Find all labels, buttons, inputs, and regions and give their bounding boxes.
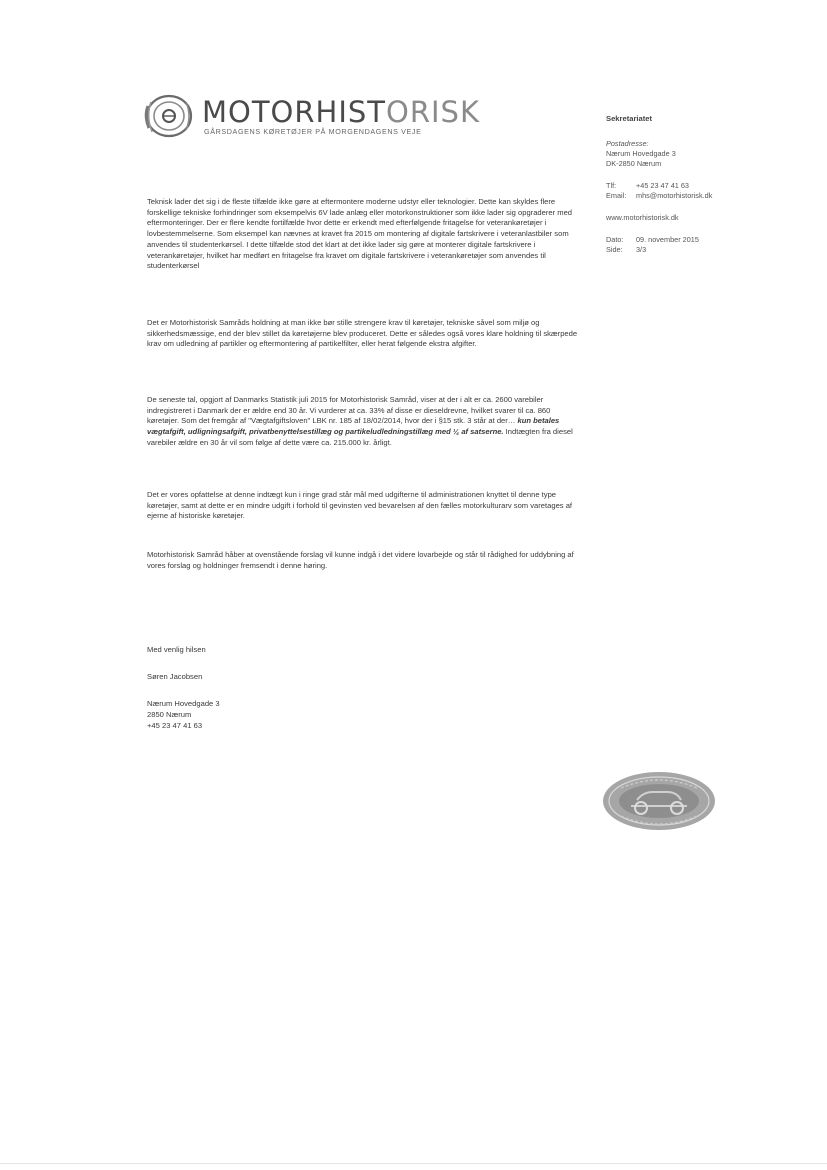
page-number-row: Side: 3/3 [606,245,647,254]
signer-contact: Nærum Hovedgade 3 2850 Nærum +45 23 47 41 63 [147,699,220,730]
organization-logo [142,92,480,140]
law-quote: kun betales vægtafgift, udligningsafgift, privatbenyttelsestillæg og partikeludledningstillæg med ¼ af satserne. [147,416,560,437]
sender-info [606,114,816,255]
website-link[interactable]: www.motorhistorisk.dk [606,213,679,222]
date-row: Dato: 09. november 2015 [606,235,699,244]
address-line: Nærum Hovedgade 3 [606,149,676,158]
secretariat-heading: Sekretariatet [606,114,653,123]
postal-label: Postadresse: [606,139,649,148]
paragraph: Teknisk lader det sig i de fleste tilfælde ikke gøre at eftermontere moderne udstyr eller teknologier. Dette kan skyldes flere forskellige tekniske forhindringer som eksempelvis 6V lade anlæg eller motorkonstruktioner som ikke lader sig opgraderer med eftermonteringer. Der er flere kendte fortilfælde hvor dette er erkendt med efterfølgende fritagelse for veterankøretøjer i lovbestemmelserne. Som eksempel kan nævnes at kravet fra 2015 om montering af digitale fartskrivere i veteranlastbiler som anvendes til studenterkørsel. I dette tilfælde stod det klart at det ikke lader sig gøre at monterer digitale fartskrivere i veterankøretøjer, hvilket har medført en fritagelse fra kravet om digitale fartskrivere i veterankøretøjer som anvendes til studenterkørsel [147,197,573,271]
logo-tagline: GÅRSDAGENS KØRETØJER PÅ MORGENDAGENS VEJE [204,127,422,136]
greeting: Med venlig hilsen [147,645,206,654]
signer-name: Søren Jacobsen [147,672,203,681]
car-emblem-icon [142,92,194,140]
address-line: DK-2850 Nærum [606,159,662,168]
paragraph: Motorhistorisk Samråd håber at ovenstående forslag vil kunne indgå i det videre lovarbejde og står til rådighed for uddybning af vores forslag og holdninger fremsendt i denne høring. [147,550,574,570]
phone-row: Tlf: +45 23 47 41 63 [606,181,689,190]
email-link[interactable]: mhs@motorhistorisk.dk [636,191,713,200]
paragraph: De seneste tal, opgjort af Danmarks Statistik juli 2015 for Motorhistorisk Samråd, viser at der i alt er ca. 2600 varebiler indregistreret i Danmark der er ældre end 30 år. Vi vurderer at ca. 33% af disse er dieseldrevne, hvilket svarer til ca. 860 køretøjer. Som det fremgår af "Vægtafgiftsloven" LBK nr. 185 af 18/02/2014, hvor der i §15 stk. 3 står at der… kun betales vægtafgift, udligningsafgift, privatbenyttelsestillæg og partikeludledningstillæg med ¼ af satserne. Indtægten fra diesel varebiler ældre en 30 år vil som følge af dette være ca. 215.000 kr. årligt. [147,395,573,447]
organization-seal-stamp [601,770,717,832]
paragraph: Det er vores opfattelse at denne indtægt kun i ringe grad står mål med udgifterne til administrationen knyttet til denne type køretøjer, samt at dette er en mindre udgift i forhold til gevinsten ved bevarelsen af den fælles motorkulturarv som varetages af ejerne af historiske køretøjer. [147,490,573,521]
logo-wordmark: MOTORHISTORISK [202,95,480,129]
paragraph: Det er Motorhistorisk Samråds holdning at man ikke bør stille strengere krav til køretøjer, tekniske såvel som miljø og sikkerhedsmæssige, end der blev stillet da køretøjerne blev produceret. Dette er således også vores klare holdning til skærpede krav om udledning af partikler og eftermontering af partikelfilter, eller herat følgende ekstra afgifter. [147,318,578,349]
scan-edge-line [0,1163,827,1164]
email-row: Email: mhs@motorhistorisk.dk [606,191,713,200]
